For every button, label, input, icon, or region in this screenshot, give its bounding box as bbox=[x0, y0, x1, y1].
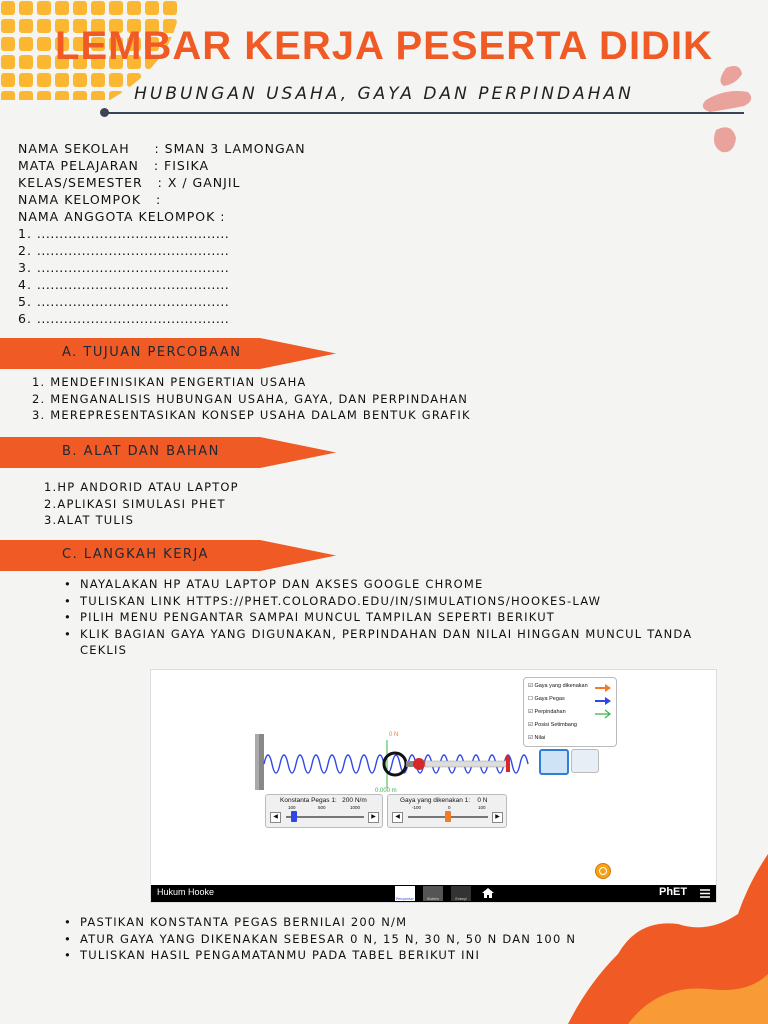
spring-constant-value: 200 N/m bbox=[342, 797, 367, 804]
single-spring-button[interactable] bbox=[539, 749, 569, 775]
list-item: • ATUR GAYA YANG DIKENAKAN SEBESAR 0 N, 15 N, 30 N, 50 N DAN 100 N bbox=[64, 931, 704, 948]
identity-block bbox=[18, 140, 306, 327]
spring-slider-track[interactable] bbox=[286, 816, 364, 818]
list-item: • PILIH MENU PENGANTAR SAMPAI MUNCUL TAMPILAN SEPERTI BERIKUT bbox=[64, 609, 704, 626]
displacement-readout: 0.000 m bbox=[375, 788, 397, 794]
sim-navigation-bar bbox=[151, 885, 716, 902]
arrow-legend-icons bbox=[594, 682, 612, 722]
screen-tab-energy[interactable]: Energi bbox=[451, 886, 471, 901]
list-item: 3. MEREPRESENTASIKAN KONSEP USAHA DALAM BENTUK GRAFIK bbox=[32, 408, 471, 422]
list-item: 1. MENDEFINISIKAN PENGERTIAN USAHA bbox=[32, 375, 307, 389]
phet-logo: PhET bbox=[659, 886, 688, 898]
reset-all-button[interactable] bbox=[595, 863, 611, 879]
identity-row: KELAS/SEMESTER : X / GANJIL bbox=[18, 175, 241, 190]
checkbox-displacement[interactable]: ☑ Perpindahan bbox=[528, 709, 566, 715]
list-item: • KLIK BAGIAN GAYA YANG DIGUNAKAN, PERPINDAHAN DAN NILAI HINGGAN MUNCUL TANDA CEKLIS bbox=[64, 626, 704, 659]
list-item: 3.ALAT TULIS bbox=[44, 513, 135, 527]
identity-row: NAMA ANGGOTA KELOMPOK : bbox=[18, 209, 226, 224]
checkbox-spring-force[interactable]: ☐ Gaya Pegas bbox=[528, 696, 565, 702]
identity-row: NAMA KELOMPOK : bbox=[18, 192, 162, 207]
section-banner-b: B. ALAT DAN BAHAN bbox=[0, 437, 340, 468]
member-line: 4. ........................................... bbox=[18, 277, 230, 292]
objectives-list bbox=[32, 374, 471, 424]
list-item: • TULISKAN HASIL PENGAMATANMU PADA TABEL BERIKUT INI bbox=[64, 947, 704, 964]
identity-row: NAMA SEKOLAH : SMAN 3 LAMONGAN bbox=[18, 141, 306, 156]
page-subtitle: HUBUNGAN USAHA, GAYA DAN PERPINDAHAN bbox=[134, 84, 634, 104]
decrease-spring-button[interactable]: ◀ bbox=[270, 812, 281, 823]
applied-force-control: Gaya yang dikenakan 1: 0 N -100 0 100 ◀ ▶ bbox=[387, 794, 507, 828]
member-line: 1. ........................................... bbox=[18, 226, 230, 241]
divider-line bbox=[104, 112, 744, 114]
spring-scene bbox=[151, 670, 716, 885]
member-line: 3. ........................................... bbox=[18, 260, 230, 275]
two-springs-button[interactable] bbox=[571, 749, 599, 773]
screen-tab-intro[interactable]: Pengantar bbox=[395, 886, 415, 901]
applied-force-label: Gaya yang dikenakan 1: bbox=[400, 797, 471, 804]
member-line: 2. ........................................... bbox=[18, 243, 230, 258]
section-banner-c: C. LANGKAH KERJA bbox=[0, 540, 340, 571]
decorative-blob bbox=[696, 62, 756, 158]
force-slider-thumb[interactable] bbox=[445, 811, 451, 822]
sim-title: Hukum Hooke bbox=[157, 887, 215, 897]
spring-slider-thumb[interactable] bbox=[291, 811, 297, 822]
list-item: 1.HP ANDORID ATAU LAPTOP bbox=[44, 480, 239, 494]
increase-spring-button[interactable]: ▶ bbox=[368, 812, 379, 823]
member-line: 5. ........................................... bbox=[18, 294, 230, 309]
member-line: 6. ........................................... bbox=[18, 311, 230, 326]
increase-force-button[interactable]: ▶ bbox=[492, 812, 503, 823]
identity-row: MATA PELAJARAN : FISIKA bbox=[18, 158, 210, 173]
steps-list bbox=[64, 576, 704, 659]
checkbox-values[interactable]: ☑ Nilai bbox=[528, 735, 546, 741]
force-readout: 0 N bbox=[389, 732, 399, 738]
phet-simulation-screenshot bbox=[150, 669, 717, 903]
materials-list bbox=[44, 479, 239, 529]
spring-constant-label: Konstanta Pegas 1: bbox=[280, 797, 337, 804]
menu-icon[interactable] bbox=[700, 889, 710, 898]
screen-tab-systems[interactable]: Sistem bbox=[423, 886, 443, 901]
applied-force-value: 0 N bbox=[477, 797, 488, 804]
section-banner-a: A. TUJUAN PERCOBAAN bbox=[0, 338, 340, 369]
decrease-force-button[interactable]: ◀ bbox=[392, 812, 403, 823]
list-item: 2.APLIKASI SIMULASI PHET bbox=[44, 496, 226, 511]
checkbox-equilibrium[interactable]: ☑ Posisi Setimbang bbox=[528, 722, 577, 728]
list-item: • PASTIKAN KONSTANTA PEGAS BERNILAI 200 N/M bbox=[64, 914, 704, 931]
spring-constant-control: Konstanta Pegas 1: 200 N/m 100 500 1000 ◀ ▶ bbox=[265, 794, 383, 828]
checkbox-applied-force[interactable]: ☑ Gaya yang dikenakan bbox=[528, 683, 588, 689]
page-title: LEMBAR KERJA PESERTA DIDIK bbox=[55, 24, 713, 68]
list-item: 2. MENGANALISIS HUBUNGAN USAHA, GAYA, DAN PERPINDAHAN bbox=[32, 391, 469, 406]
home-icon[interactable] bbox=[481, 887, 495, 899]
steps-list-continued bbox=[64, 914, 704, 964]
visibility-panel bbox=[523, 677, 617, 747]
list-item: • NAYALAKAN HP ATAU LAPTOP DAN AKSES GOOGLE CHROME bbox=[64, 576, 704, 593]
list-item: • TULISKAN LINK HTTPS://PHET.COLORADO.EDU/IN/SIMULATIONS/HOOKES-LAW bbox=[64, 593, 704, 610]
